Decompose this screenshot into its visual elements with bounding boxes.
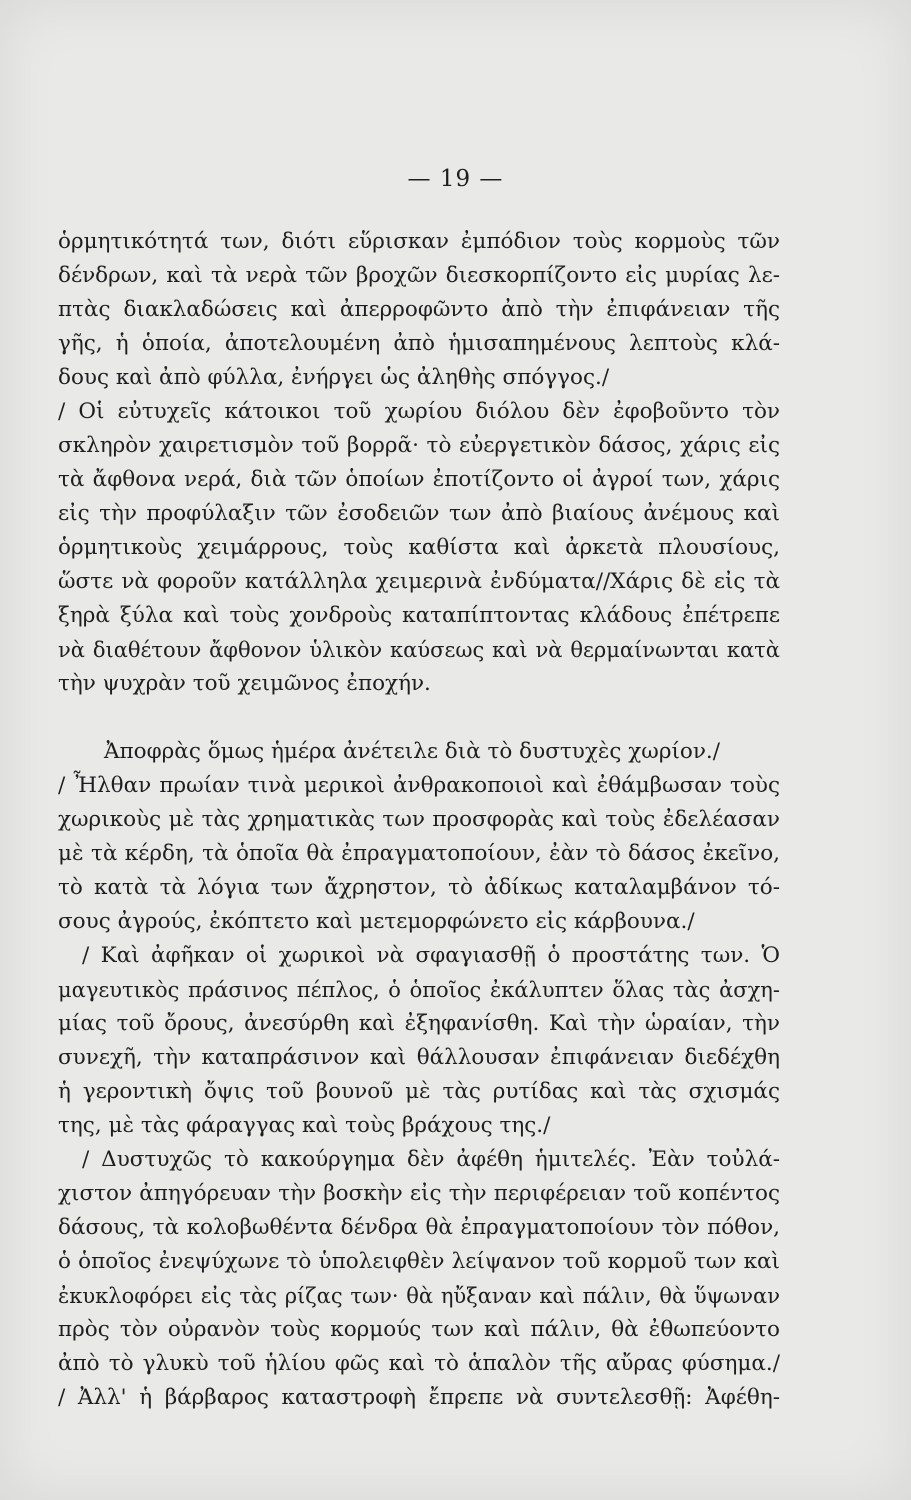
text-line: / Ἀλλ' ἡ βάρβαρος καταστροφὴ ἔπρεπε νὰ συντελεσθῇ: Ἀφέθη-: [58, 1385, 780, 1410]
text-line: ὁρμητικοὺς χειμάρρους, τοὺς καθίστα καὶ ἀρκετὰ πλουσίους,: [58, 535, 780, 560]
text-line: νὰ διαθέτουν ἄφθονον ὑλικὸν καύσεως καὶ νὰ θερμαίνωνται κατὰ: [58, 638, 780, 662]
paragraph: [58, 939, 780, 1143]
text-line: πτὰς διακλαδώσεις καὶ ἀπερροφῶντο ἀπὸ τὴν ἐπιφάνειαν τῆς: [58, 297, 780, 322]
text-line: / Δυστυχῶς τὸ κακούργημα δὲν ἀφέθη ἡμιτελές. Ἐὰν τοὐλά-: [82, 1147, 780, 1172]
text-line: μὲ τὰ κέρδη, τὰ ὁποῖα θὰ ἐπραγματοποίουν, ἐὰν τὸ δάσος ἐκεῖνο,: [58, 841, 780, 866]
text-line: / Καὶ ἀφῆκαν οἱ χωρικοὶ νὰ σφαγιασθῇ ὁ προστάτης των. Ὁ: [82, 943, 780, 968]
text-line: δάσους, τὰ κολοβωθέντα δένδρα θὰ ἐπραγματοποίουν τὸν πόθον,: [58, 1215, 780, 1240]
text-line: γῆς, ἡ ὁποία, ἀποτελουμένη ἀπὸ ἡμισαπημένους λεπτοὺς κλά-: [58, 331, 780, 356]
paragraph-gap: [58, 701, 780, 735]
text-line: χωρικοὺς μὲ τὰς χρηματικὰς των προσφορὰς καὶ τοὺς ἐδελέασαν: [58, 807, 780, 832]
text-line: τὴν ψυχρὰν τοῦ χειμῶνος ἐποχήν.: [58, 671, 431, 696]
text-line: σους ἀγρούς, ἐκόπτετο καὶ μετεμορφώνετο εἰς κάρβουνα./: [58, 909, 695, 934]
paragraph: [58, 1143, 780, 1415]
body-text: [58, 225, 780, 1415]
page-number: — 19 —: [407, 166, 504, 192]
text-line: Ἀποφρὰς ὅμως ἡμέρα ἀνέτειλε διὰ τὸ δυστυχὲς χωρίον./: [104, 739, 721, 764]
text-line: μίας τοῦ ὄρους, ἀνεσύρθη καὶ ἐξηφανίσθη. Καὶ τὴν ὡραίαν, τὴν: [58, 1011, 780, 1036]
text-line: δους καὶ ἀπὸ φύλλα, ἐνήργει ὡς ἀληθὴς σπόγγος./: [58, 365, 610, 390]
text-line: / Οἱ εὐτυχεῖς κάτοικοι τοῦ χωρίου διόλου δὲν ἐφοβοῦντο τὸν: [58, 399, 780, 424]
text-line: ἀπὸ τὸ γλυκὺ τοῦ ἡλίου φῶς καὶ τὸ ἁπαλὸν τῆς αὔρας φύσημα./: [58, 1351, 780, 1376]
text-line: συνεχῆ, τὴν καταπράσινον καὶ θάλλουσαν ἐπιφάνειαν διεδέχθη: [58, 1045, 780, 1070]
text-line: τὸ κατὰ τὰ λόγια των ἄχρηστον, τὸ ἀδίκως καταλαμβάνον τό-: [58, 875, 780, 900]
text-line: ὥστε νὰ φοροῦν κατάλληλα χειμερινὰ ἐνδύματα//Χάρις δὲ εἰς τὰ: [58, 569, 780, 594]
text-line: ὁρμητικότητά των, διότι εὕρισκαν ἐμπόδιον τοὺς κορμοὺς τῶν: [58, 229, 780, 254]
text-line: της, μὲ τὰς φάραγγας καὶ τοὺς βράχους της./: [58, 1113, 551, 1138]
paragraph: [58, 735, 780, 939]
paragraph: [58, 225, 780, 395]
text-line: εἰς τὴν προφύλαξιν τῶν ἐσοδειῶν των ἀπὸ βιαίους ἀνέμους καὶ: [58, 501, 780, 526]
text-line: ἐκυκλοφόρει εἰς τὰς ρίζας των· θὰ ηὔξαναν καὶ πάλιν, θὰ ὕψωναν: [58, 1284, 780, 1308]
text-line: ξηρὰ ξύλα καὶ τοὺς χονδροὺς καταπίπτοντας κλάδους ἐπέτρεπε: [58, 603, 780, 628]
text-line: χιστον ἀπηγόρευαν τὴν βοσκὴν εἰς τὴν περιφέρειαν τοῦ κοπέντος: [58, 1181, 780, 1206]
text-line: / Ἦλθαν πρωίαν τινὰ μερικοὶ ἀνθρακοποιοὶ καὶ ἐθάμβωσαν τοὺς: [58, 773, 780, 798]
text-line: ὁ ὁποῖος ἐνεψύχωνε τὸ ὑπολειφθὲν λείψανον τοῦ κορμοῦ των καὶ: [58, 1249, 780, 1274]
text-line: τὰ ἄφθονα νερά, διὰ τῶν ὁποίων ἐποτίζοντο οἱ ἀγροί των, χάρις: [58, 467, 780, 492]
text-line: σκληρὸν χαιρετισμὸν τοῦ βορρᾶ· τὸ εὐεργετικὸν δάσος, χάρις εἰς: [58, 433, 780, 458]
text-line: δένδρων, καὶ τὰ νερὰ τῶν βροχῶν διεσκορπίζοντο εἰς μυρίας λε-: [58, 263, 780, 288]
text-line: ἡ γεροντικὴ ὄψις τοῦ βουνοῦ μὲ τὰς ρυτίδας καὶ τὰς σχισμάς: [58, 1079, 780, 1104]
paragraph: [58, 395, 780, 701]
text-line: μαγευτικὸς πράσινος πέπλος, ὁ ὁποῖος ἐκάλυπτεν ὅλας τὰς ἀσχη-: [58, 978, 780, 1002]
text-line: πρὸς τὸν οὐρανὸν τοὺς κορμούς των καὶ πάλιν, θὰ ἐθωπεύοντο: [58, 1317, 780, 1342]
